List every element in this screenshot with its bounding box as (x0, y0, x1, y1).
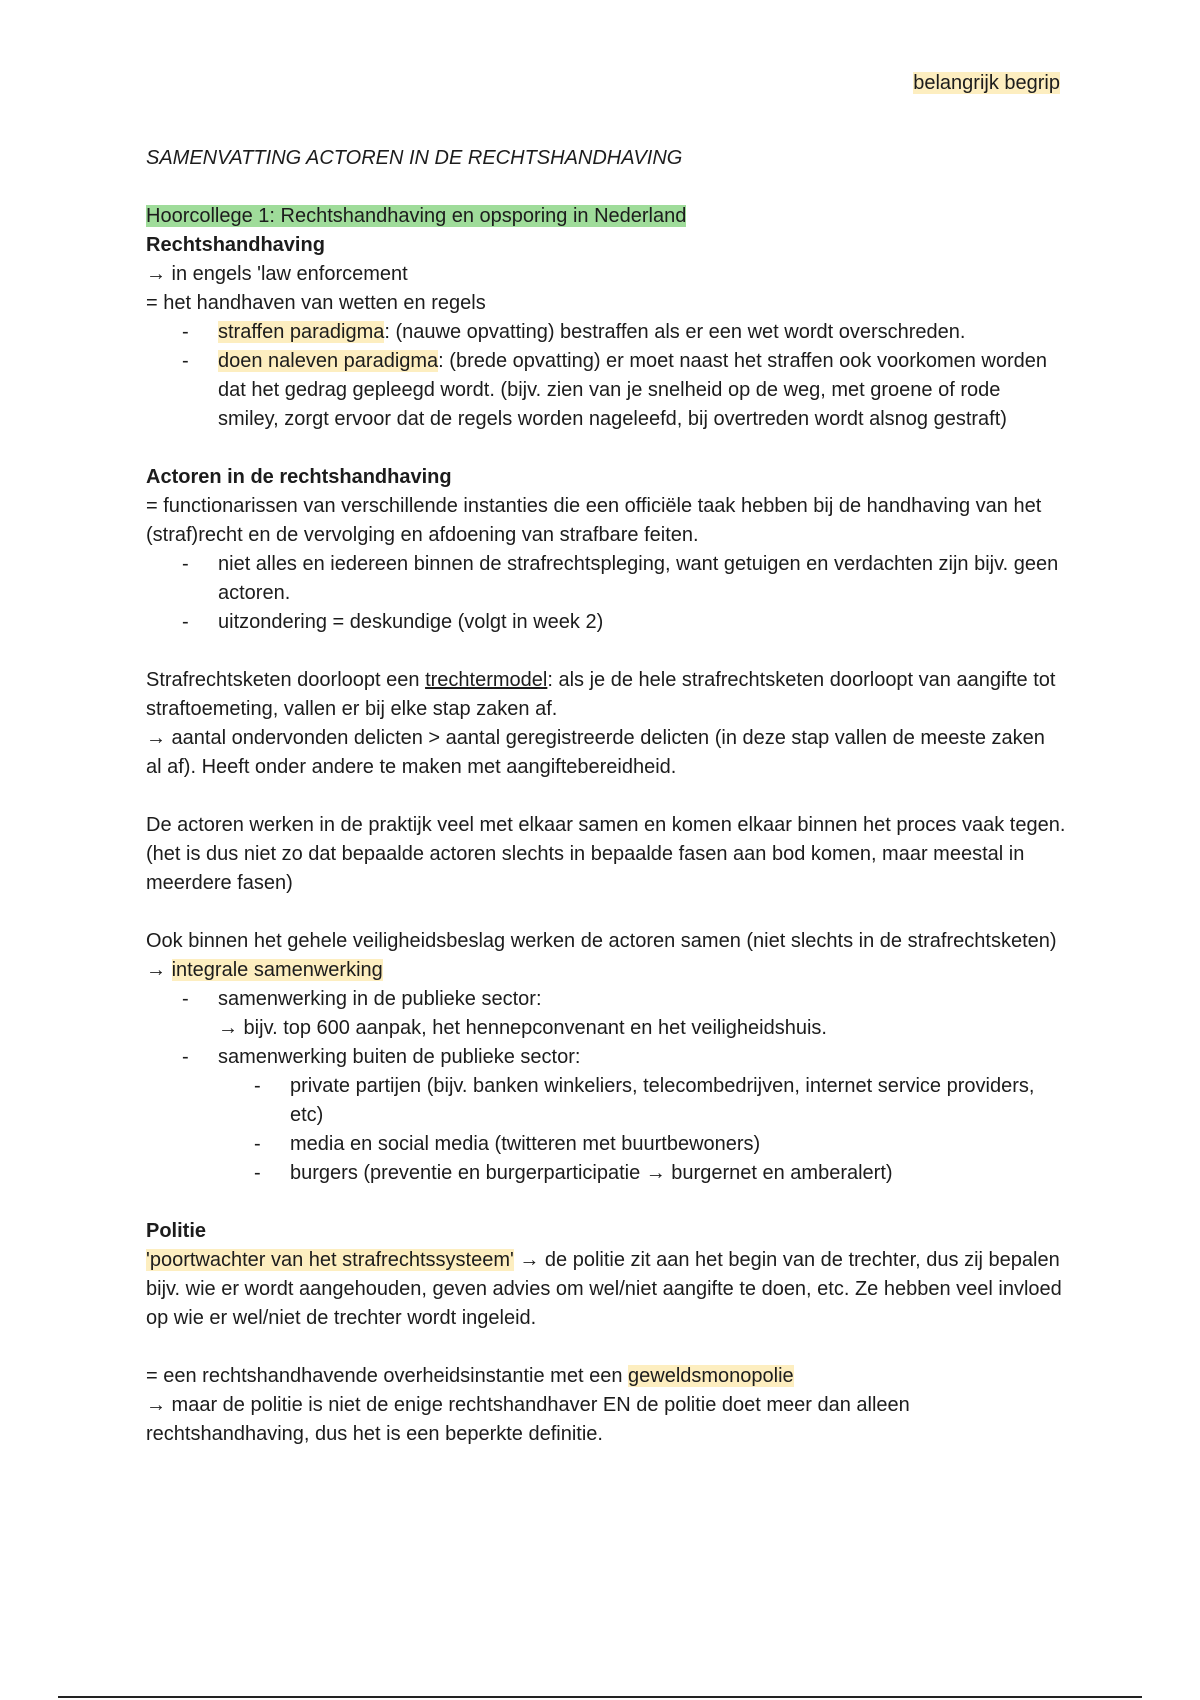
paragraph: 'poortwachter van het strafrechtssysteem' → de politie zit aan het begin van de trechter, dus zij bepalen bijv. wie er wordt aangehouden, geven advies om wel/niet aangifte te doen, etc. Ze hebben veel invloed op wie er wel/niet de trechter wordt ingeleid. (146, 1249, 1062, 1329)
key-term: 'poortwachter van het strafrechtssysteem' (146, 1249, 514, 1271)
paragraph: = een rechtshandhavende overheidsinstantie met een geweldsmonopolie (146, 1365, 794, 1387)
paragraph: = het handhaven van wetten en regels (146, 292, 486, 314)
bullet-list (146, 550, 1066, 637)
list-item: - niet alles en iedereen binnen de strafrechtspleging, want getuigen en verdachten zijn bijv. geen actoren. (218, 550, 1066, 608)
key-term: straffen paradigma (218, 321, 385, 343)
underlined-term: trechtermodel (425, 669, 548, 691)
list-item: - doen naleven paradigma: (brede opvatting) er moet naast het straffen ook voorkomen worden dat het gedrag gepleegd wordt. (bijv. zien van je snelheid op de weg, met groene of rode smiley, zorgt ervoor dat de regels worden nageleefd, bij overtreden wordt alsnog gestraft) (218, 347, 1066, 434)
document-body (146, 144, 1066, 1449)
section-heading-politie: Politie (146, 1220, 207, 1242)
document-title: SAMENVATTING ACTOREN IN DE RECHTSHANDHAVING (146, 147, 683, 169)
key-term: doen naleven paradigma (218, 350, 439, 372)
list-item: - samenwerking in de publieke sector: → bijv. top 600 aanpak, het hennepconvenant en het veiligheidshuis. (218, 985, 1066, 1043)
paragraph: → maar de politie is niet de enige rechtshandhaver EN de politie doet meer dan alleen rechtshandhaving, dus het is een beperkte definitie. (146, 1394, 910, 1445)
key-term: geweldsmonopolie (628, 1365, 794, 1387)
sub-list-item: - private partijen (bijv. banken winkeliers, telecombedrijven, internet service providers, etc) (290, 1072, 1066, 1130)
sub-bullet-list (218, 1072, 1066, 1188)
legend-highlight: belangrijk begrip (913, 72, 1060, 94)
list-item: - uitzondering = deskundige (volgt in week 2) (218, 608, 1066, 637)
section-heading-actoren: Actoren in de rechtshandhaving (146, 466, 452, 488)
paragraph: → aantal ondervonden delicten > aantal geregistreerde delicten (in deze stap vallen de meeste zaken al af). Heeft onder andere te maken met aangiftebereidheid. (146, 727, 1045, 778)
lecture-heading: Hoorcollege 1: Rechtshandhaving en opsporing in Nederland (146, 205, 687, 227)
section-heading-rechtshandhaving: Rechtshandhaving (146, 234, 325, 256)
paragraph: Strafrechtsketen doorloopt een trechtermodel: als je de hele strafrechtsketen doorloopt van aangifte tot straftoemeting, vallen er bij elke stap zaken af. (146, 669, 1056, 720)
sub-list-item: - burgers (preventie en burgerparticipatie → burgernet en amberalert) (290, 1159, 1066, 1188)
bullet-list (146, 985, 1066, 1188)
paragraph: Ook binnen het gehele veiligheidsbeslag werken de actoren samen (niet slechts in de strafrechtsketen) → integrale samenwerking (146, 930, 1057, 981)
paragraph: → in engels 'law enforcement (146, 263, 408, 285)
legend (913, 72, 1060, 95)
paragraph: = functionarissen van verschillende instanties die een officiële taak hebben bij de handhaving van het (straf)recht en de vervolging en afdoening van strafbare feiten. (146, 495, 1042, 546)
paragraph: De actoren werken in de praktijk veel met elkaar samen en komen elkaar binnen het proces vaak tegen. (het is dus niet zo dat bepaalde actoren slechts in bepaalde fasen aan bod komen, maar meestal in meerdere fasen) (146, 814, 1066, 894)
list-item: - samenwerking buiten de publieke sector: - private partijen (bijv. banken winkeliers, telecombedrijven, internet service providers, etc) - media en social media (twitteren met buurtbewoners) - burgers (preventie en burgerparticipatie → burgernet en amberalert) (218, 1043, 1066, 1188)
bottom-divider (58, 1696, 1142, 1698)
sub-list-item: - media en social media (twitteren met buurtbewoners) (290, 1130, 1066, 1159)
bullet-list (146, 318, 1066, 434)
list-item: - straffen paradigma: (nauwe opvatting) bestraffen als er een wet wordt overschreden. (218, 318, 1066, 347)
key-term: integrale samenwerking (171, 959, 383, 981)
